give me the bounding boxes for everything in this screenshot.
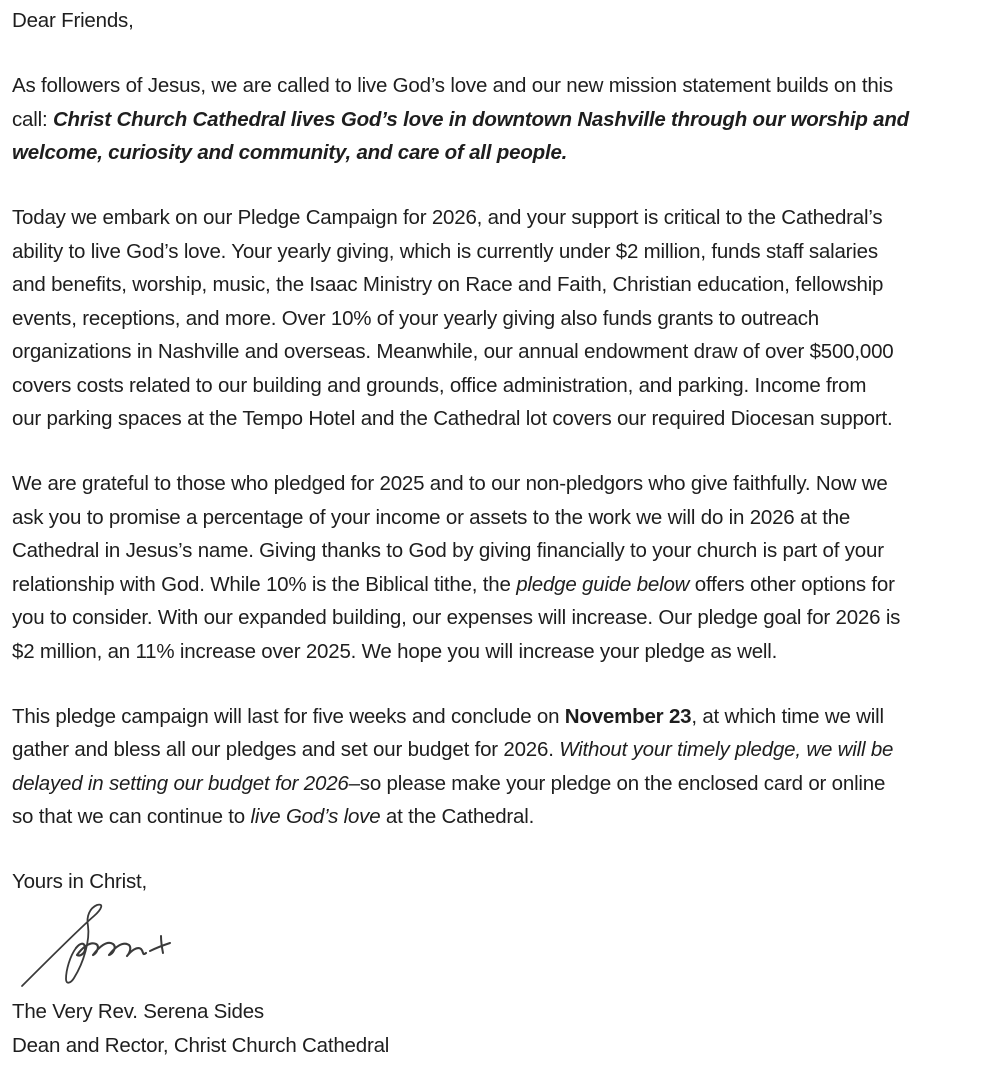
- paragraph: [12, 201, 994, 436]
- text-run: at the Cathedral.: [380, 805, 535, 828]
- text-line: [12, 467, 994, 501]
- text-run: welcome, curiosity and community, and care of all people.: [12, 141, 568, 164]
- text-run: delayed in setting our budget for 2026: [12, 771, 349, 795]
- text-line: [12, 69, 994, 103]
- text-run: Cathedral in Jesus’s name. Giving thanks to God by giving financially to your church is part of your: [12, 539, 884, 562]
- text-run: Without your timely pledge, we will be: [559, 738, 894, 761]
- signature-cross-horizontal-stroke: [150, 943, 170, 951]
- text-run: pledge guide below: [516, 572, 690, 596]
- signer-title: Dean and Rector, Christ Church Cathedral: [12, 1033, 390, 1057]
- text-run: ask you to promise a percentage of your income or assets to the work we will do in 2026 at the: [12, 505, 851, 529]
- signature-flourish-stroke: [22, 904, 101, 985]
- text-line: [12, 369, 994, 403]
- text-run: –so please make your pledge on the enclosed card or online: [348, 771, 886, 795]
- text-line: [12, 767, 994, 801]
- text-run: Today we embark on our Pledge Campaign for 2026, and your support is critical to the Cathedral’s: [12, 206, 883, 229]
- text-run: live God’s love: [250, 805, 381, 828]
- text-run: ability to live God’s love. Your yearly giving, which is currently under $2 million, funds staff salaries: [12, 239, 878, 263]
- paragraph: [12, 467, 994, 668]
- text-run: events, receptions, and more. Over 10% of your yearly giving also funds grants to outreach: [12, 306, 819, 330]
- text-run: call:: [12, 107, 53, 131]
- text-line: [12, 335, 994, 369]
- cut-off-text-fragment: [913, 0, 919, 6]
- paragraph: [12, 700, 994, 834]
- text-run: organizations in Nashville and overseas. Meanwhile, our annual endowment draw of over $500,000: [12, 340, 894, 363]
- text-line: [12, 501, 994, 535]
- text-line: [12, 103, 994, 137]
- text-line: [12, 268, 994, 302]
- salutation: Dear Friends,: [12, 9, 134, 32]
- text-run: This pledge campaign will last for five weeks and conclude on: [12, 704, 565, 728]
- signer-name: The Very Rev. Serena Sides: [12, 999, 264, 1023]
- text-run: relationship with God. While 10% is the Biblical tithe, the: [12, 572, 517, 596]
- text-run: As followers of Jesus, we are called to live God’s love and our new mission statement builds on this: [12, 74, 893, 97]
- text-run: you to consider. With our expanded building, our expenses will increase. Our pledge goal for 2026 is: [12, 606, 901, 629]
- text-line: [12, 700, 994, 734]
- text-line: [12, 733, 994, 767]
- text-run: November 23: [564, 704, 692, 728]
- text-run: Christ Church Cathedral lives God’s love in downtown Nashville through our worship and: [52, 107, 909, 131]
- text-run: our parking spaces at the Tempo Hotel and the Cathedral lot covers our required Diocesan support.: [12, 407, 893, 430]
- text-line: [12, 201, 994, 235]
- text-line: [12, 534, 994, 568]
- text-line: [12, 402, 994, 436]
- text-line: [12, 302, 994, 336]
- text-line: [12, 136, 994, 170]
- text-line: [12, 235, 994, 269]
- closing: Yours in Christ,: [12, 870, 148, 893]
- text-run: covers costs related to our building and grounds, office administration, and parking. Income from: [12, 373, 867, 397]
- text-line: [12, 635, 994, 669]
- text-run: gather and bless all our pledges and set our budget for 2026.: [12, 738, 560, 761]
- signature-cross-vertical-stroke: [161, 936, 163, 953]
- text-line: [12, 568, 994, 602]
- text-run: offers other options for: [689, 572, 895, 596]
- handwritten-signature-image: [10, 902, 200, 994]
- text-run: $2 million, an 11% increase over 2025. We hope you will increase your pledge as well.: [12, 639, 778, 663]
- text-line: [12, 601, 994, 635]
- text-line: [12, 800, 994, 834]
- text-run: and benefits, worship, music, the Isaac Ministry on Race and Faith, Christian education, fellowship: [12, 273, 884, 296]
- text-run: , at which time we will: [691, 704, 884, 728]
- text-run: so that we can continue to: [12, 805, 251, 828]
- paragraph: [12, 69, 994, 170]
- text-run: We are grateful to those who pledged for 2025 and to our non-pledgors who give faithfully. Now we: [12, 472, 888, 495]
- letter-body: [12, 69, 994, 834]
